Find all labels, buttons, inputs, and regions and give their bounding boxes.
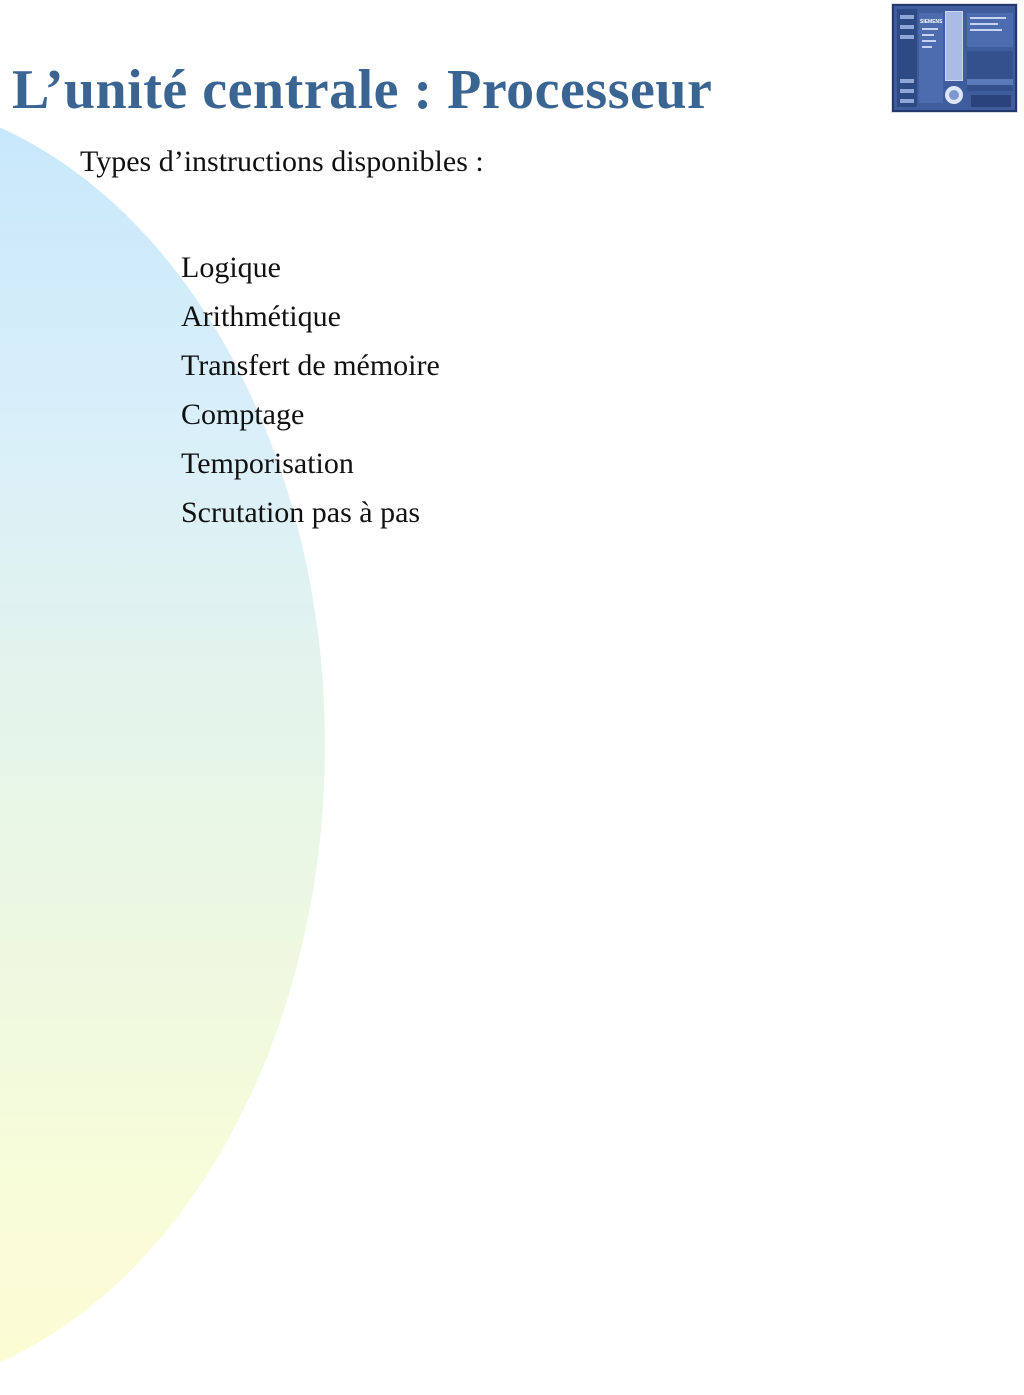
slide-title: L’unité centrale : Processeur	[12, 59, 713, 121]
instruction-types-heading: Types d’instructions disponibles :	[80, 145, 484, 178]
logo-brand-text: SIEMENS	[920, 19, 943, 25]
list-item-transfert-memoire: Transfert de mémoire	[181, 349, 440, 382]
instruction-list	[181, 243, 440, 537]
list-item-logique: Logique	[181, 251, 281, 284]
list-item-arithmetique: Arithmétique	[181, 300, 341, 333]
list-item-scrutation: Scrutation pas à pas	[181, 496, 421, 529]
plc-device-icon	[891, 3, 1018, 113]
list-item-comptage: Comptage	[181, 398, 305, 431]
list-item-temporisation: Temporisation	[181, 447, 354, 480]
